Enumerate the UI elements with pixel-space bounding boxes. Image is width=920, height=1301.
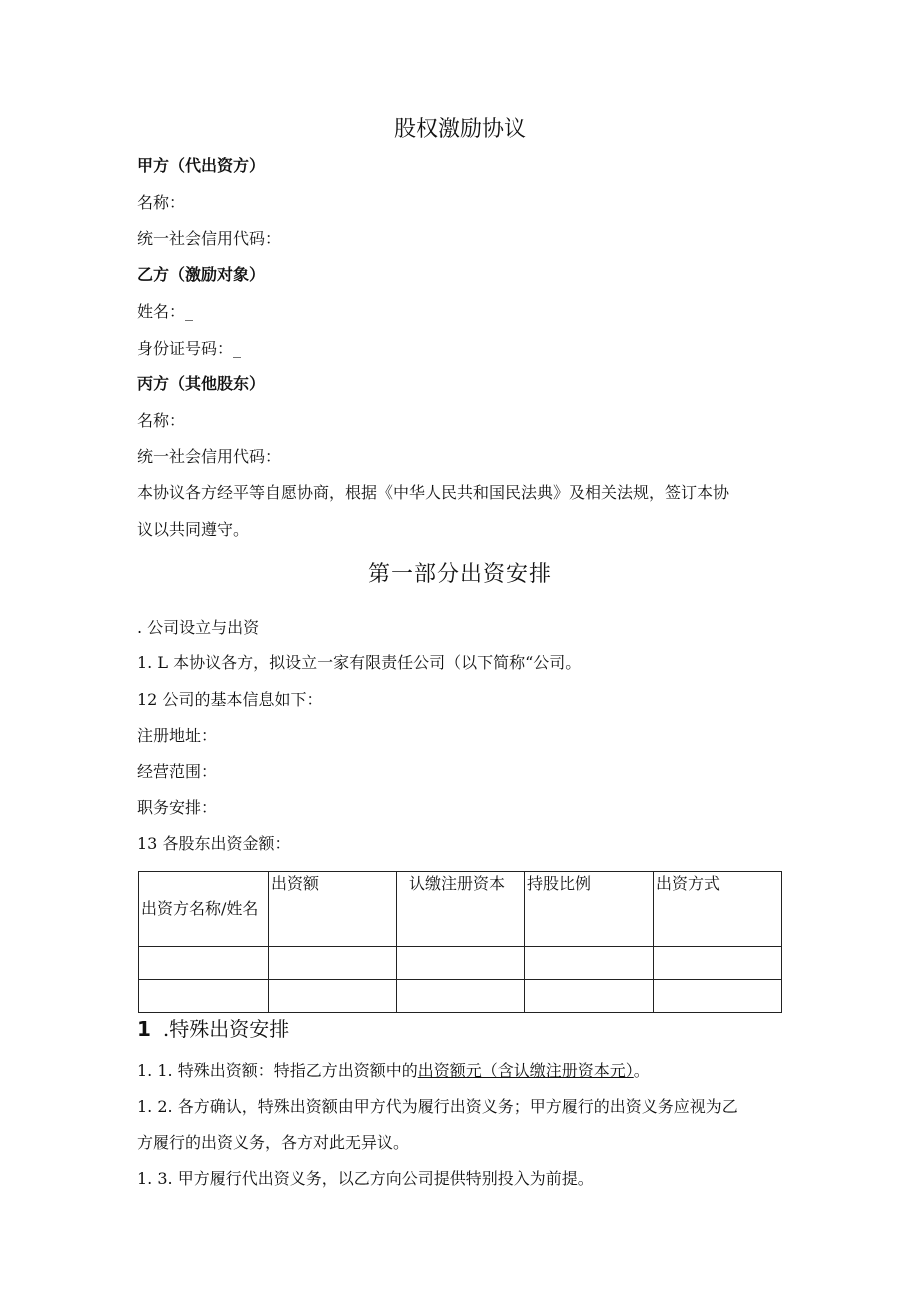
table-header-row <box>139 872 782 947</box>
table-row <box>139 980 782 1013</box>
party-b-heading: 乙方（激励对象） <box>137 265 266 284</box>
table-cell <box>525 980 654 1013</box>
special-clause-1-amount: 出资额元（含认缴注册资本元） <box>417 1061 634 1080</box>
party-b-id-label: 身份证号码：_ <box>137 339 242 358</box>
document-title: 股权激励协议 <box>393 117 526 142</box>
part-one-heading: 第一部分出资安排 <box>367 562 552 587</box>
table-cell <box>525 947 654 980</box>
party-c-heading: 丙方（其他股东） <box>137 374 266 393</box>
scope-label: 经营范围： <box>137 762 218 781</box>
special-clause-3: 1. 3. 甲方履行代出资义务，以乙方向公司提供特别投入为前提。 <box>137 1169 594 1188</box>
positions-label: 职务安排： <box>137 798 218 817</box>
party-a-name-label: 名称： <box>137 193 186 212</box>
party-c-name-label: 名称： <box>137 411 186 430</box>
special-clause-2-line-2: 方履行的出资义务，各方对此无异议。 <box>137 1133 410 1152</box>
table-cell <box>269 980 397 1013</box>
table-row <box>139 947 782 980</box>
table-cell <box>654 947 782 980</box>
special-clause-2-line-1: 1. 2. 各方确认，特殊出资额由甲方代为履行出资义务；甲方履行的出资义务应视为乙 <box>137 1097 738 1116</box>
table-cell <box>269 947 397 980</box>
preamble-line-1: 本协议各方经平等自愿协商，根据《中华人民共和国民法典》及相关法规，签订本协 <box>137 483 730 502</box>
contribution-table <box>138 871 782 1013</box>
clause-1-1: 1. L 本协议各方，拟设立一家有限责任公司（以下简称“公司。 <box>137 653 582 672</box>
table-cell <box>139 980 269 1013</box>
special-heading-text: .特殊出资安排 <box>162 1017 290 1041</box>
party-b-name-label: 姓名：_ <box>137 302 194 321</box>
special-heading-number: 1 <box>137 1017 151 1041</box>
table-header-cell: 认缴注册资本 <box>397 872 525 947</box>
special-clause-1 <box>137 1060 650 1082</box>
special-heading <box>137 1015 289 1043</box>
table-cell <box>397 980 525 1013</box>
special-clause-1-prefix: 1. 1. 特殊出资额：特指乙方出资额中的 <box>137 1061 418 1080</box>
clause-1-3: 13 各股东出资金额： <box>137 834 291 853</box>
table-cell <box>654 980 782 1013</box>
table-header-cell: 出资方式 <box>654 872 782 947</box>
table-header-cell: 出资额 <box>269 872 397 947</box>
table-cell <box>139 947 269 980</box>
address-label: 注册地址： <box>137 726 218 745</box>
clause-1-2: 12 公司的基本信息如下： <box>137 690 323 709</box>
party-a-code-label: 统一社会信用代码： <box>137 229 282 248</box>
special-clause-1-suffix: 。 <box>633 1061 650 1080</box>
party-a-heading: 甲方（代出资方） <box>137 156 266 175</box>
table-header-cell: 持股比例 <box>525 872 654 947</box>
party-c-code-label: 统一社会信用代码： <box>137 447 282 466</box>
part-one-sub-heading: . 公司设立与出资 <box>137 618 260 637</box>
table-header-cell: 出资方名称/姓名 <box>139 872 269 947</box>
table-cell <box>397 947 525 980</box>
preamble-line-2: 议以共同遵守。 <box>137 520 250 539</box>
